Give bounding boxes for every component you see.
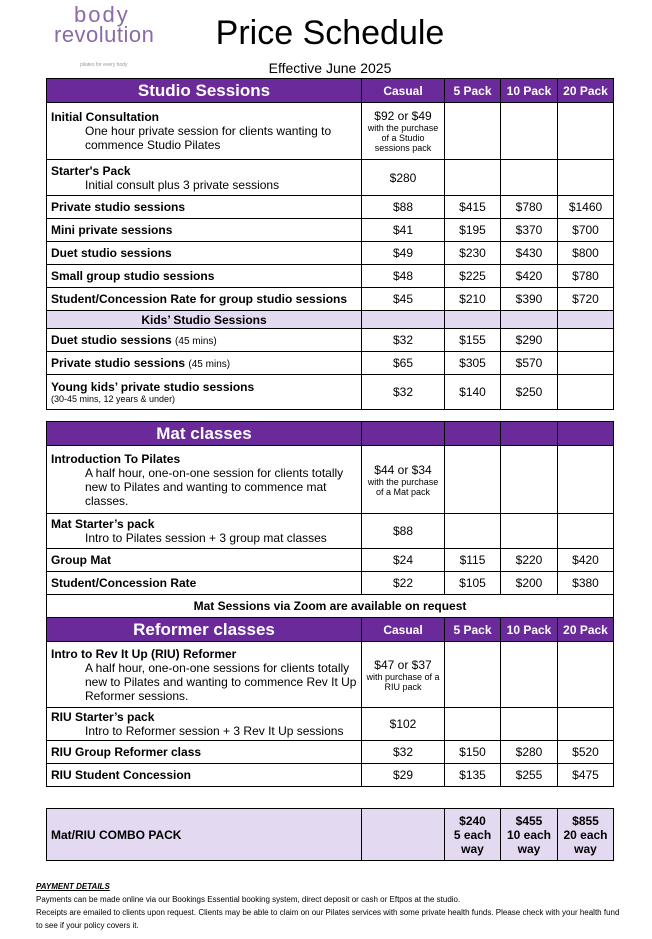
col-20-pack: 20 Pack	[558, 618, 614, 642]
row-desc: Initial consult plus 3 private sessions	[85, 177, 280, 192]
price-20-pack: $475	[558, 764, 614, 787]
price-20-pack: $420	[558, 549, 614, 572]
table-row	[47, 764, 614, 787]
col-20-pack: 20 Pack	[558, 79, 614, 103]
combo-price: $240	[459, 813, 486, 828]
payment-details-label: PAYMENT DETAILS	[36, 882, 110, 891]
starter-pack-row	[47, 160, 614, 196]
price-casual: $41	[362, 219, 445, 242]
table-row	[47, 375, 614, 410]
logo-tagline: pilates for every body	[80, 62, 128, 68]
price-10-pack: $780	[501, 196, 558, 219]
table-row	[47, 549, 614, 572]
price-5-pack: $230	[445, 242, 501, 265]
price-20-pack: $380	[558, 572, 614, 595]
intro-pilates-price	[362, 446, 445, 514]
row-name: Young kids’ private studio sessions	[51, 380, 255, 394]
effective-date: Effective June 2025	[268, 60, 392, 76]
row-name: Student/Concession Rate	[47, 572, 362, 595]
intro-riu-price	[362, 642, 445, 708]
price-10-pack: $430	[501, 242, 558, 265]
price-5-pack: $155	[445, 329, 501, 352]
mat-section-title: Mat classes	[47, 422, 362, 446]
price-20-pack: $520	[558, 741, 614, 764]
price-5-pack: $225	[445, 265, 501, 288]
table-row	[47, 219, 614, 242]
table-row	[47, 329, 614, 352]
col-10-pack: 10 Pack	[501, 79, 558, 103]
row-name: Intro to Rev It Up (RIU) Reformer	[51, 646, 237, 661]
price: $102	[362, 708, 445, 741]
intro-riu-cell	[47, 642, 362, 708]
reformer-section-title: Reformer classes	[47, 618, 362, 642]
mat-header-row	[47, 422, 614, 446]
row-name-cell	[47, 375, 362, 410]
price-5-pack: $305	[445, 352, 501, 375]
row-desc: A half hour, one-on-one sessions for clients totally new to Pilates and wanting to commence Rev It Up Reformer sessions.	[85, 660, 357, 703]
col-casual: Casual	[362, 618, 445, 642]
price-casual: $48	[362, 265, 445, 288]
page-title: Price Schedule	[215, 14, 445, 52]
studio-sessions-table	[46, 78, 614, 410]
price-10-pack: $250	[501, 375, 558, 410]
kids-subheader-row	[47, 311, 614, 329]
row-name: Duet studio sessions	[51, 333, 172, 347]
kids-section-title: Kids’ Studio Sessions	[47, 311, 362, 329]
price: $92 or $49	[374, 109, 432, 123]
studio-section-title: Studio Sessions	[47, 79, 362, 103]
row-name: RIU Group Reformer class	[47, 741, 362, 764]
row-desc: Intro to Reformer session + 3 Rev It Up sessions	[85, 724, 344, 738]
row-name: Private studio sessions	[47, 196, 362, 219]
mat-starter-row	[47, 514, 614, 549]
price-20-pack: $700	[558, 219, 614, 242]
zoom-note-row	[47, 595, 614, 618]
price-10-pack: $570	[501, 352, 558, 375]
row-name-cell	[47, 352, 362, 375]
price-casual: $49	[362, 242, 445, 265]
price-5-pack: $415	[445, 196, 501, 219]
price-5-pack: $195	[445, 219, 501, 242]
combo-5-pack	[445, 809, 501, 861]
row-name-cell	[47, 329, 362, 352]
row-name: Duet studio sessions	[47, 242, 362, 265]
col-casual: Casual	[362, 79, 445, 103]
combo-name: Mat/RIU COMBO PACK	[47, 809, 362, 861]
table-row	[47, 242, 614, 265]
price-5-pack: $115	[445, 549, 501, 572]
row-name: Initial Consultation	[51, 110, 159, 124]
price-5-pack: $140	[445, 375, 501, 410]
row-name: Mat Starter’s pack	[51, 517, 155, 531]
price-note: with purchase of a RIU pack	[366, 671, 440, 692]
mat-reformer-table	[46, 421, 614, 787]
combo-pack-table	[46, 808, 614, 861]
table-row	[47, 265, 614, 288]
price: $280	[362, 160, 445, 196]
price: $88	[362, 514, 445, 549]
mat-starter-cell	[47, 514, 362, 549]
combo-way: way	[517, 841, 541, 856]
reformer-header-row	[47, 618, 614, 642]
combo-10-pack	[501, 809, 558, 861]
combo-each: 5 each	[453, 827, 492, 842]
logo-word-body: body	[74, 2, 130, 27]
table-row	[47, 572, 614, 595]
row-extra: (45 mins)	[175, 336, 217, 347]
row-extra: (30-45 mins, 12 years & under)	[51, 394, 176, 404]
price-10-pack: $280	[501, 741, 558, 764]
col-5-pack: 5 Pack	[445, 618, 501, 642]
intro-pilates-row	[47, 446, 614, 514]
price-10-pack: $220	[501, 549, 558, 572]
price-5-pack: $105	[445, 572, 501, 595]
logo	[52, 2, 155, 72]
payment-details	[36, 880, 626, 932]
table-row	[47, 352, 614, 375]
price-20-pack: $1460	[558, 196, 614, 219]
table-row	[47, 288, 614, 311]
price-20-pack: $800	[558, 242, 614, 265]
price-20-pack: $720	[558, 288, 614, 311]
row-desc: Intro to Pilates session + 3 group mat classes	[85, 531, 327, 545]
price-casual: $32	[362, 329, 445, 352]
price-10-pack: $420	[501, 265, 558, 288]
price-10-pack: $290	[501, 329, 558, 352]
intro-riu-row	[47, 642, 614, 708]
price-10-pack: $390	[501, 288, 558, 311]
row-desc: One hour private session for clients wanting to commence Studio Pilates	[85, 124, 332, 152]
price-casual: $24	[362, 549, 445, 572]
initial-consultation-row	[47, 103, 614, 160]
price-20-pack: $780	[558, 265, 614, 288]
table-row	[47, 196, 614, 219]
logo-word-revolution: revolution	[54, 22, 155, 47]
payment-line-2: Receipts are emailed to clients upon request. Clients may be able to claim on our Pilates services with some private health funds. Please check with your health fund to see if your policy covers it.	[36, 908, 620, 930]
price-10-pack: $255	[501, 764, 558, 787]
col-5-pack: 5 Pack	[445, 79, 501, 103]
col-10-pack: 10 Pack	[501, 618, 558, 642]
price-casual: $88	[362, 196, 445, 219]
combo-price: $855	[572, 813, 599, 828]
initial-consultation-price	[362, 103, 445, 160]
combo-pack-row	[47, 809, 614, 861]
starter-pack-cell	[47, 160, 362, 196]
row-name: RIU Student Concession	[47, 764, 362, 787]
combo-way: way	[461, 841, 484, 856]
riu-starter-row	[47, 708, 614, 741]
intro-pilates-cell	[47, 446, 362, 514]
price-10-pack: $200	[501, 572, 558, 595]
payment-line-1: Payments can be made online via our Bookings Essential booking system, direct deposit or cash or Eftpos at the studio.	[36, 895, 461, 904]
price: $47 or $37	[374, 657, 432, 672]
row-name: Introduction To Pilates	[51, 451, 181, 466]
price-note: with the purchase of a Mat pack	[367, 476, 439, 497]
price-casual: $65	[362, 352, 445, 375]
price-casual: $45	[362, 288, 445, 311]
price-note: with the purchase of a Studio sessions pack	[367, 123, 439, 153]
row-name: Group Mat	[47, 549, 362, 572]
price-10-pack: $370	[501, 219, 558, 242]
price-5-pack: $135	[445, 764, 501, 787]
combo-each: 20 each	[563, 827, 608, 842]
price-casual: $29	[362, 764, 445, 787]
studio-header-row	[47, 79, 614, 103]
row-name: Small group studio sessions	[47, 265, 362, 288]
initial-consultation-cell	[47, 103, 362, 160]
row-name: Mini private sessions	[47, 219, 362, 242]
combo-price: $455	[515, 813, 543, 828]
row-name: Private studio sessions	[51, 356, 186, 370]
row-extra: (45 mins)	[188, 359, 231, 370]
row-name: RIU Starter’s pack	[51, 710, 155, 724]
riu-starter-cell	[47, 708, 362, 741]
price-casual: $22	[362, 572, 445, 595]
combo-each: 10 each	[506, 827, 552, 842]
price: $44 or $34	[374, 462, 432, 477]
table-row	[47, 741, 614, 764]
price-5-pack: $150	[445, 741, 501, 764]
price-casual: $32	[362, 375, 445, 410]
price-5-pack: $210	[445, 288, 501, 311]
zoom-note: Mat Sessions via Zoom are available on request	[47, 595, 614, 618]
row-name: Student/Concession Rate for group studio sessions	[47, 288, 362, 311]
combo-way: way	[574, 841, 597, 856]
row-name: Starter's Pack	[51, 163, 131, 178]
price-casual: $32	[362, 741, 445, 764]
row-desc: A half hour, one-on-one session for clients totally new to Pilates and wanting to commence mat classes.	[85, 465, 344, 508]
combo-20-pack	[558, 809, 614, 861]
